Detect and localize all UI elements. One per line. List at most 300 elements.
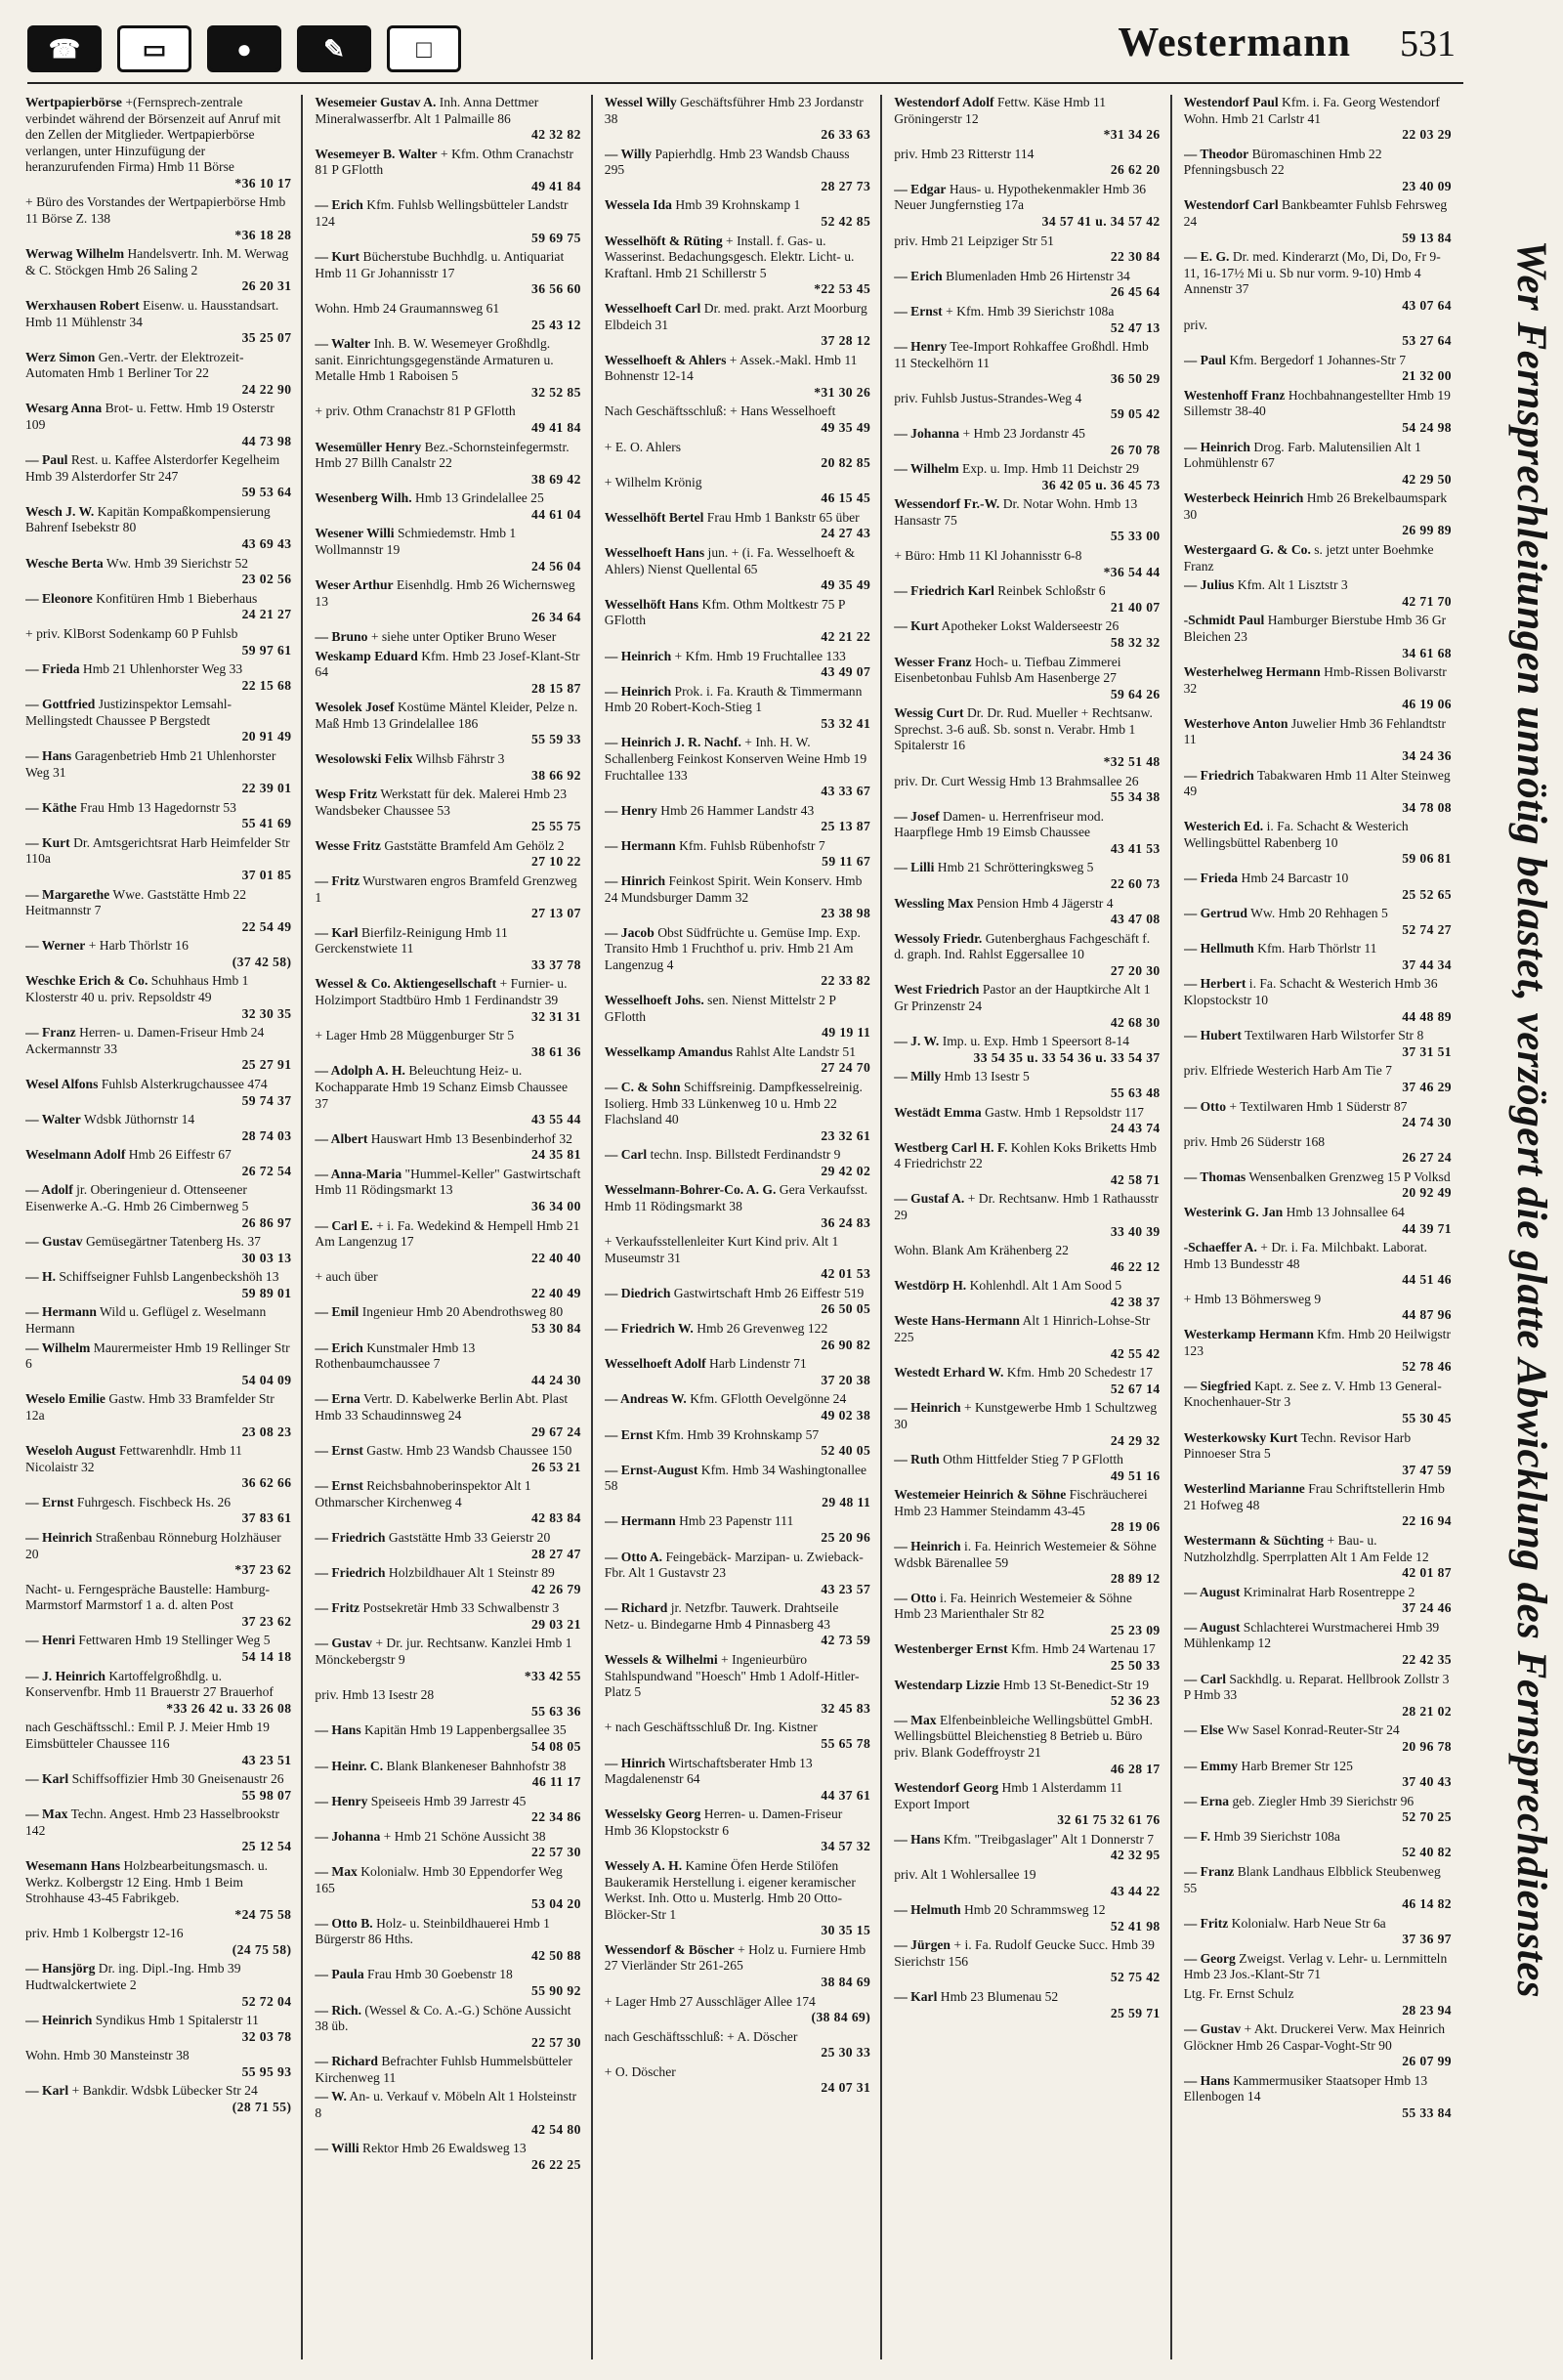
entry-details: + nach Geschäftsschluß Dr. Ing. Kistner bbox=[604, 1720, 818, 1735]
directory-entry bbox=[894, 1243, 1160, 1275]
entry-name: — Hinrich bbox=[604, 1755, 666, 1770]
directory-entry bbox=[894, 705, 1160, 770]
phone-number: 23 02 56 bbox=[241, 572, 292, 587]
phone-number: 22 54 49 bbox=[241, 918, 292, 934]
directory-entry bbox=[315, 1829, 580, 1861]
entry-details: Ww. Hmb 39 Sierichstr 52 bbox=[106, 555, 249, 571]
entry-name: Werxhausen Robert bbox=[25, 297, 140, 313]
entry-name: — Milly bbox=[894, 1069, 942, 1084]
entry-name: Wesolek Josef bbox=[315, 700, 395, 715]
directory-entry bbox=[25, 1961, 291, 2010]
entry-name: — Bruno bbox=[315, 628, 368, 644]
entry-details: Kriminalrat Harb Rosentreppe 2 bbox=[1243, 1584, 1415, 1599]
directory-entry bbox=[25, 1530, 291, 1579]
phone-number: 44 37 61 bbox=[821, 1787, 871, 1803]
entry-details: Dr. Amtsgerichtsrat Harb Heimfelder Str 110a bbox=[25, 834, 290, 867]
entry-name: West Friedrich bbox=[894, 982, 980, 998]
directory-entry bbox=[1184, 716, 1452, 765]
entry-details: Schmiedemstr. Hmb 1 Wollmannstr 19 bbox=[315, 526, 517, 558]
entry-details: Othm Hittfelder Stieg 7 P GFlotth bbox=[943, 1452, 1123, 1467]
directory-entry bbox=[605, 925, 870, 990]
phone-number: 37 46 29 bbox=[1402, 1079, 1452, 1094]
entry-name: — Gottfried bbox=[25, 697, 96, 712]
directory-entry bbox=[1184, 388, 1452, 437]
entry-name: — Carl bbox=[1183, 1671, 1227, 1686]
entry-name: Wesselkamp Amandus bbox=[604, 1043, 733, 1059]
entry-name: Wertpapierbörse bbox=[25, 95, 122, 109]
phone-number: 21 40 07 bbox=[1110, 599, 1161, 615]
entry-details: + Dr. Rechtsanw. Hmb 1 Rathausstr 29 bbox=[894, 1191, 1159, 1222]
entry-details: Kapitän Hmb 19 Lappenbergsallee 35 bbox=[364, 1722, 567, 1738]
entry-details: + Verkaufsstellenleiter Kurt Kind priv. Alt 1 Museumstr 31 bbox=[604, 1234, 839, 1265]
entry-details: Tee-Import Rohkaffee Großhdl. Hmb 11 Steckelhörn 11 bbox=[894, 339, 1149, 370]
entry-name: — Carl E. bbox=[315, 1217, 373, 1233]
phone-number: 23 38 98 bbox=[821, 906, 871, 921]
phone-number: 42 26 79 bbox=[531, 1581, 581, 1596]
phone-number: 38 69 42 bbox=[531, 471, 581, 487]
entry-name: — Adolph A. H. bbox=[315, 1063, 405, 1079]
directory-column-5 bbox=[1184, 95, 1461, 2359]
entry-details: Frau Schriftstellerin Hmb 21 Hofweg 48 bbox=[1183, 1481, 1445, 1512]
entry-name: Westerhelweg Hermann bbox=[1183, 664, 1321, 680]
phone-number: 42 73 59 bbox=[821, 1633, 871, 1648]
entry-details: priv. Fuhlsb Justus-Strandes-Weg 4 bbox=[894, 390, 1082, 405]
phone-number: (24 75 58) bbox=[232, 1941, 292, 1957]
entry-details: Werkstatt für dek. Malerei Hmb 23 Wandsbeker Chaussee 53 bbox=[315, 786, 568, 818]
phone-number: 43 41 53 bbox=[1110, 840, 1161, 856]
entry-name: — F. bbox=[1183, 1828, 1211, 1844]
entry-details: jr. Oberingenieur d. Ottenseener Eisenwerke A.-G. Hmb 26 Cimbernweg 5 bbox=[25, 1182, 249, 1213]
directory-entry bbox=[315, 629, 580, 646]
phone-number: 26 99 89 bbox=[1402, 523, 1452, 538]
directory-entry bbox=[605, 735, 870, 799]
entry-details: Kfm. i. Fa. Georg Westendorf Wohn. Hmb 21 Carlstr 41 bbox=[1183, 95, 1440, 126]
entry-name: Wessoly Friedr. bbox=[894, 930, 983, 946]
entry-details: Hmb 39 Sierichstr 108a bbox=[1213, 1828, 1340, 1844]
directory-column-1 bbox=[25, 95, 303, 2359]
entry-name: — Max bbox=[25, 1806, 68, 1822]
entry-name: — Käthe bbox=[25, 799, 77, 815]
directory-entry bbox=[315, 925, 580, 974]
entry-details: Dr. med. prakt. Arzt Moorburg Elbdeich 31 bbox=[604, 300, 867, 332]
entry-details: i. Fa. Heinrich Westemeier & Söhne Wdsbk Bärenallee 59 bbox=[894, 1538, 1157, 1570]
phone-number: 55 34 38 bbox=[1110, 789, 1161, 805]
entry-details: Blank Blankeneser Bahnhofstr 38 bbox=[386, 1758, 567, 1773]
directory-entry bbox=[605, 873, 870, 922]
entry-name: — Paul bbox=[1183, 352, 1227, 367]
phone-number: 52 47 13 bbox=[1110, 319, 1161, 335]
directory-entry bbox=[25, 2013, 291, 2045]
entry-name: Wesche Berta bbox=[25, 555, 104, 571]
entry-name: — Jacob bbox=[604, 924, 655, 940]
directory-entry bbox=[605, 2029, 870, 2061]
phone-number: 21 32 00 bbox=[1402, 368, 1452, 384]
entry-details: Gera Verkaufsst. Hmb 11 Rödingsmarkt 38 bbox=[604, 1182, 868, 1213]
entry-details: + Büro des Vorstandes der Wertpapierbörse Hmb 11 Börse Z. 138 bbox=[25, 194, 286, 227]
entry-details: Wensenbalken Grenzweg 15 P Volksd bbox=[1248, 1169, 1451, 1184]
entry-details: Blumenladen Hmb 26 Hirtenstr 34 bbox=[946, 268, 1130, 283]
phone-number: *33 26 42 u. 33 26 08 bbox=[166, 1700, 292, 1716]
entry-name: — Max bbox=[894, 1712, 937, 1727]
entry-name: Wessela Ida bbox=[604, 197, 672, 213]
directory-entry bbox=[605, 197, 870, 230]
phone-number: 42 01 53 bbox=[821, 1266, 871, 1282]
entry-details: + Kfm. Othm Cranachstr 81 P GFlotth bbox=[315, 146, 574, 178]
entry-details: Eisenw. u. Hausstandsart. Hmb 11 Mühlenstr 34 bbox=[25, 297, 279, 329]
phone-number: (37 42 58) bbox=[232, 954, 292, 969]
entry-name: Wesselhoeft Carl bbox=[604, 300, 701, 316]
entry-details: Wohn. Hmb 30 Mansteinstr 38 bbox=[25, 2048, 190, 2063]
record-icon: ● bbox=[207, 25, 281, 72]
entry-name: — Max bbox=[315, 1863, 358, 1879]
entry-name: Westerich Ed. bbox=[1183, 819, 1264, 834]
entry-name: Westendorf Paul bbox=[1183, 95, 1279, 109]
phone-number: 25 12 54 bbox=[241, 1839, 292, 1854]
phone-number: 25 59 71 bbox=[1110, 2005, 1161, 2020]
entry-details: Prok. i. Fa. Krauth & Timmermann Hmb 20 Robert-Koch-Stieg 1 bbox=[604, 683, 863, 715]
phone-number: 42 50 88 bbox=[531, 1947, 581, 1963]
directory-entry bbox=[894, 1400, 1160, 1449]
entry-details: Elfenbeinbleiche Wellingsbüttel GmbH. Wellingsbüttel Bleichenstieg 8 Betrieb u. Büro priv. Blank Godeffroystr 21 bbox=[894, 1712, 1154, 1760]
directory-entry bbox=[315, 649, 580, 698]
entry-details: priv. Hmb 13 Isestr 28 bbox=[315, 1687, 435, 1703]
entry-details: + O. Döscher bbox=[604, 2063, 676, 2079]
directory-entry bbox=[894, 147, 1160, 179]
directory-entry bbox=[315, 1864, 580, 1913]
directory-entry bbox=[25, 1669, 291, 1718]
directory-entry bbox=[315, 1218, 580, 1267]
directory-entry bbox=[25, 1926, 291, 1958]
directory-entry bbox=[25, 697, 291, 745]
page-brand: Westermann bbox=[1118, 21, 1351, 65]
entry-details: Nach Geschäftsschluß: + Hans Wesselhoeft bbox=[604, 404, 836, 419]
directory-entry bbox=[315, 838, 580, 871]
entry-name: Westendorf Adolf bbox=[894, 95, 994, 109]
entry-details: Dr. ing. Dipl.-Ing. Hmb 39 Hudtwalckertwiete 2 bbox=[25, 1961, 241, 1993]
entry-details: + Büro: Hmb 11 Kl Johannisstr 6-8 bbox=[894, 548, 1082, 564]
entry-details: Hmb 13 St-Benedict-Str 19 bbox=[1002, 1677, 1150, 1692]
entry-name: — Ernst bbox=[604, 1426, 654, 1442]
phone-number: 28 27 73 bbox=[821, 178, 871, 193]
phone-number: 34 57 32 bbox=[821, 1839, 871, 1854]
directory-entry bbox=[25, 1077, 291, 1109]
phone-number: 55 95 93 bbox=[241, 2063, 292, 2079]
entry-name: — Hermann bbox=[604, 1513, 676, 1529]
entry-name: Wesselhöft Bertel bbox=[604, 509, 704, 525]
entry-name: Wesse Fritz bbox=[315, 837, 381, 853]
entry-name: Wesselhoeft & Ahlers bbox=[604, 352, 727, 367]
phone-number: 20 96 78 bbox=[1402, 1738, 1452, 1754]
directory-entry bbox=[894, 1867, 1160, 1899]
directory-entry bbox=[605, 803, 870, 835]
entry-name: — Frieda bbox=[1183, 871, 1239, 886]
directory-entry bbox=[605, 838, 870, 871]
directory-entry bbox=[605, 1806, 870, 1855]
directory-entry bbox=[605, 510, 870, 542]
entry-details: Dr. Notar Wohn. Hmb 13 Hansastr 75 bbox=[894, 496, 1138, 528]
entry-details: + siehe unter Optiker Bruno Weser bbox=[370, 628, 557, 644]
entry-details: + Dr. i. Fa. Milchbakt. Laborat. Hmb 13 Bundesstr 48 bbox=[1183, 1240, 1428, 1271]
entry-details: Kohlenhdl. Alt 1 Am Sood 5 bbox=[969, 1278, 1122, 1294]
phone-number: 46 14 82 bbox=[1402, 1896, 1452, 1912]
entry-details: Reichsbahnoberinspektor Alt 1 Othmarscher Kirchenweg 4 bbox=[315, 1478, 531, 1509]
directory-column-3 bbox=[605, 95, 882, 2359]
phone-number: 42 54 80 bbox=[531, 2121, 581, 2137]
phone-number: 55 63 48 bbox=[1110, 1084, 1161, 1100]
entry-details: Pension Hmb 4 Jägerstr 4 bbox=[976, 895, 1114, 911]
entry-name: — Henry bbox=[894, 339, 948, 355]
phone-number: 37 47 59 bbox=[1402, 1462, 1452, 1477]
entry-name: — Eleonore bbox=[25, 590, 93, 606]
phone-number: 46 15 45 bbox=[821, 490, 871, 506]
entry-details: Kfm. Hmb 24 Wartenau 17 bbox=[1011, 1641, 1156, 1657]
phone-number: 22 57 30 bbox=[531, 2034, 581, 2050]
directory-entry bbox=[605, 147, 870, 195]
entry-name: Wessely A. H. bbox=[604, 1857, 683, 1873]
directory-entry bbox=[894, 1641, 1160, 1674]
clipboard-icon: □ bbox=[387, 25, 461, 72]
entry-name: Westerlind Marianne bbox=[1183, 1481, 1305, 1497]
entry-name: Westerkamp Hermann bbox=[1183, 1327, 1314, 1342]
directory-entry bbox=[25, 2048, 291, 2080]
entry-details: Techn. Revisor Harb Pinnoeser Stra 5 bbox=[1183, 1429, 1412, 1462]
entry-details: Bierfilz-Reinigung Hmb 11 Gerckenstwiete 11 bbox=[315, 924, 508, 956]
entry-name: — Hans bbox=[25, 747, 72, 763]
entry-name: — C. & Sohn bbox=[604, 1079, 681, 1094]
directory-entry bbox=[315, 786, 580, 835]
phone-number: 30 35 15 bbox=[821, 1923, 871, 1938]
phone-number: 22 15 68 bbox=[241, 677, 292, 693]
directory-entry bbox=[315, 1340, 580, 1389]
entry-details: nach Geschäftsschluß: + A. Döscher bbox=[604, 2028, 798, 2044]
entry-details: Kartoffelgroßhdlg. u. Konservenfbr. Hmb 11 Brauerstr 27 Brauerhof bbox=[25, 1668, 274, 1700]
entry-name: — Heinrich bbox=[604, 683, 672, 699]
phone-number: 28 74 03 bbox=[241, 1127, 292, 1143]
page-header bbox=[27, 18, 1463, 84]
directory-entry bbox=[894, 1069, 1160, 1101]
entry-details: Dr. Dr. Rud. Mueller + Rechtsanw. Sprechst. 3-6 auß. Sb. sonst n. Verabr. Hmb 1 Spitalerstr 16 bbox=[894, 705, 1153, 753]
entry-details: Kfm. GFlotth Oevelgönne 24 bbox=[690, 1391, 847, 1407]
phone-number: 37 01 85 bbox=[241, 868, 292, 883]
directory-entry bbox=[25, 1720, 291, 1768]
entry-name: — Heinrich bbox=[25, 2013, 93, 2028]
phone-number: 42 32 82 bbox=[531, 127, 581, 143]
directory-entry bbox=[605, 1756, 870, 1805]
entry-name: — Heinrich bbox=[1183, 439, 1250, 454]
entry-name: Wesselhöft Hans bbox=[604, 596, 699, 612]
directory-entry bbox=[1184, 1099, 1452, 1131]
directory-entry bbox=[315, 1794, 580, 1826]
directory-entry bbox=[894, 1989, 1160, 2021]
directory-entry bbox=[1184, 249, 1452, 314]
directory-entry bbox=[894, 426, 1160, 458]
entry-name: — Fritz bbox=[1183, 1915, 1229, 1931]
entry-name: — Kurt bbox=[25, 834, 70, 850]
directory-entry bbox=[315, 95, 580, 144]
entry-name: Wesselhoeft Hans bbox=[604, 545, 705, 561]
phone-number: 58 32 32 bbox=[1110, 634, 1161, 650]
entry-details: Eisenhdlg. Hmb 26 Wichernsweg 13 bbox=[315, 577, 575, 609]
entry-name: — Gustav bbox=[315, 1636, 372, 1651]
directory-entry bbox=[25, 661, 291, 694]
phone-number: 37 20 38 bbox=[821, 1372, 871, 1387]
phone-number: 42 83 84 bbox=[531, 1510, 581, 1526]
directory-entry bbox=[1184, 1916, 1452, 1948]
phone-number: 59 05 42 bbox=[1110, 406, 1161, 422]
phone-number: 23 08 23 bbox=[241, 1424, 292, 1439]
entry-name: Wesel Alfons bbox=[25, 1076, 99, 1091]
phone-number: 23 32 61 bbox=[821, 1127, 871, 1143]
entry-name: — Richard bbox=[315, 2054, 378, 2069]
phone-number: 53 27 64 bbox=[1402, 333, 1452, 349]
phone-number: *31 30 26 bbox=[814, 384, 871, 400]
entry-details: Kohlen Koks Briketts Hmb 4 Friedrichstr 22 bbox=[894, 1139, 1157, 1171]
entry-details: (Wessel & Co. A.-G.) Schöne Aussicht 38 üb. bbox=[315, 2002, 571, 2034]
phone-number: 22 03 29 bbox=[1402, 127, 1452, 143]
phone-number: 37 83 61 bbox=[241, 1510, 292, 1526]
phone-number: 55 33 00 bbox=[1110, 529, 1161, 544]
entry-details: Hoch- u. Tiefbau Zimmerei Eisenbetonbau Fuhlsb Am Hasenberge 27 bbox=[894, 654, 1121, 686]
directory-entry bbox=[894, 809, 1160, 858]
directory-entry bbox=[605, 649, 870, 681]
entry-name: Weste Hans-Hermann bbox=[894, 1313, 1020, 1329]
phone-number: 22 40 40 bbox=[531, 1250, 581, 1265]
directory-entry bbox=[25, 887, 291, 936]
directory-entry bbox=[1184, 613, 1452, 661]
phone-number: 23 40 09 bbox=[1402, 178, 1452, 193]
entry-details: Schiffsoffizier Hmb 30 Gneisenaustr 26 bbox=[71, 1771, 284, 1787]
entry-details: Rektor Hmb 26 Ewaldsweg 13 bbox=[362, 2141, 527, 2156]
entry-details: Bankbeamter Fuhlsb Fehrsweg 24 bbox=[1183, 197, 1448, 230]
entry-details: Inh. B. W. Wesemeyer Großhdlg. sanit. Einrichtungsgegenstände Armaturen u. Metalle Hmb 1 Raboisen 5 bbox=[315, 336, 554, 384]
directory-entry bbox=[894, 1780, 1160, 1829]
entry-name: — Franz bbox=[25, 1025, 76, 1041]
entry-name: Westergaard G. & Co. bbox=[1183, 542, 1311, 558]
directory-entry bbox=[605, 1720, 870, 1752]
entry-name: — Anna-Maria bbox=[315, 1166, 402, 1181]
entry-name: — Hans bbox=[315, 1722, 361, 1738]
directory-entry bbox=[315, 1131, 580, 1164]
entry-name: Wesenberg Wilh. bbox=[315, 490, 412, 506]
margin-slogan-text: Wer Fernsprechleitungen unnötig belastet, verzögert die glatte Abwicklung des Fernsprechdienstes bbox=[1508, 239, 1555, 1998]
directory-entry bbox=[25, 1234, 291, 1266]
phone-number: 37 40 43 bbox=[1402, 1774, 1452, 1790]
entry-details: Postsekretär Hmb 33 Schwalbenstr 3 bbox=[362, 1600, 560, 1616]
entry-name: — Ernst bbox=[894, 303, 943, 319]
entry-details: Schuhhaus Hmb 1 Klosterstr 40 u. priv. Repsoldstr 49 bbox=[25, 973, 249, 1005]
phone-number: 59 97 61 bbox=[241, 642, 292, 658]
entry-details: + auch über bbox=[315, 1269, 378, 1285]
entry-name: — Theodor bbox=[1183, 146, 1249, 161]
phone-number: *32 51 48 bbox=[1103, 753, 1161, 769]
phone-number: 49 41 84 bbox=[531, 419, 581, 435]
phone-number: 33 37 78 bbox=[531, 956, 581, 972]
phone-number: 25 13 87 bbox=[821, 819, 871, 834]
entry-name: — H. bbox=[25, 1269, 56, 1285]
phone-number: 55 90 92 bbox=[531, 1983, 581, 1999]
entry-details: "Hummel-Keller" Gastwirtschaft Hmb 11 Rödingsmarkt 13 bbox=[315, 1166, 581, 1198]
directory-entry bbox=[894, 860, 1160, 892]
phone-number: 36 50 29 bbox=[1110, 371, 1161, 387]
directory-entry bbox=[25, 1633, 291, 1665]
phone-number: (38 84 69) bbox=[811, 2010, 871, 2025]
entry-details: Hmb 13 Isestr 5 bbox=[944, 1069, 1030, 1084]
entry-name: — Friedrich bbox=[1183, 767, 1254, 783]
entry-details: sen. Nienst Mittelstr 2 P GFlotth bbox=[604, 993, 836, 1024]
entry-details: Kolonialw. Hmb 30 Eppendorfer Weg 165 bbox=[315, 1863, 563, 1895]
entry-name: Westendarp Lizzie bbox=[894, 1677, 1000, 1692]
entry-details: + priv. Othm Cranachstr 81 P GFlotth bbox=[315, 404, 516, 419]
phone-number: 37 44 34 bbox=[1402, 956, 1452, 972]
phone-number: 22 60 73 bbox=[1110, 876, 1161, 892]
entry-details: Sackhdlg. u. Reparat. Hellbrook Zollstr 3 P Hmb 33 bbox=[1183, 1671, 1450, 1703]
entry-name: Wesemüller Henry bbox=[315, 439, 422, 454]
phone-number: 43 07 64 bbox=[1402, 297, 1452, 313]
directory-entry bbox=[1184, 1829, 1452, 1861]
entry-details: Techn. Angest. Hmb 23 Hasselbrookstr 142 bbox=[25, 1806, 280, 1838]
entry-details: Frau Hmb 1 Bankstr 65 über bbox=[706, 509, 860, 525]
directory-entry bbox=[1184, 664, 1452, 713]
header-icons bbox=[27, 25, 461, 72]
phone-number: 49 35 49 bbox=[821, 577, 871, 593]
entry-details: Kapitän Kompaßkompensierung Bahrenf Isebekstr 80 bbox=[25, 503, 271, 535]
entry-details: priv. bbox=[1183, 317, 1208, 332]
phone-number: 36 34 00 bbox=[531, 1199, 581, 1213]
entry-details: Alt 1 Hinrich-Lohse-Str 225 bbox=[894, 1313, 1151, 1345]
entry-name: Weschke Erich & Co. bbox=[25, 973, 148, 989]
directory-entry bbox=[894, 269, 1160, 301]
entry-details: Gaststätte Bramfeld Am Gehölz 2 bbox=[384, 837, 565, 853]
entry-details: Bücherstube Buchhdlg. u. Antiquariat Hmb 11 Gr Johannisstr 17 bbox=[315, 249, 565, 280]
entry-name: — Johanna bbox=[894, 425, 960, 441]
entry-details: Hmb 26 Brekelbaumspark 30 bbox=[1183, 490, 1448, 522]
phone-number: 37 28 12 bbox=[821, 333, 871, 349]
entry-name: — August bbox=[1183, 1584, 1241, 1599]
directory-entry bbox=[315, 1759, 580, 1791]
phone-number: 44 61 04 bbox=[531, 506, 581, 522]
entry-details: Damen- u. Herrenfriseur mod. Haarpflege Hmb 19 Eimsb Chaussee bbox=[894, 808, 1104, 840]
entry-name: — Gustav bbox=[1183, 2021, 1242, 2037]
entry-details: + Akt. Druckerei Verw. Max Heinrich Glöckner Hmb 26 Caspar-Voght-Str 90 bbox=[1183, 2021, 1446, 2053]
phone-number: 24 74 30 bbox=[1402, 1115, 1452, 1130]
directory-entry bbox=[605, 234, 870, 298]
phone-number: 36 56 60 bbox=[531, 281, 581, 297]
entry-details: priv. Hmb 21 Leipziger Str 51 bbox=[894, 233, 1054, 248]
phone-number: 43 55 44 bbox=[531, 1112, 581, 1127]
entry-details: Tabakwaren Hmb 11 Alter Steinweg 49 bbox=[1183, 767, 1451, 799]
directory-entry bbox=[894, 1539, 1160, 1588]
phone-number: 27 10 22 bbox=[531, 854, 581, 870]
entry-name: Westendorf Carl bbox=[1183, 197, 1279, 213]
directory-entry bbox=[605, 1427, 870, 1460]
entry-details: Fuhrgesch. Fischbeck Hs. 26 bbox=[76, 1494, 232, 1509]
entry-details: Apotheker Lokst Walderseestr 26 bbox=[941, 618, 1119, 634]
folder-icon: ▭ bbox=[117, 25, 191, 72]
entry-details: Kfm. "Treibgaslager" Alt 1 Donnerstr 7 bbox=[943, 1831, 1155, 1847]
directory-entry bbox=[1184, 871, 1452, 903]
directory-entry bbox=[894, 496, 1160, 545]
entry-details: Holz- u. Steinbildhauerei Hmb 1 Bürgerstr 86 Hths. bbox=[315, 1915, 550, 1947]
phone-number: 46 22 12 bbox=[1110, 1258, 1161, 1274]
entry-name: Wessendorf Fr.-W. bbox=[894, 496, 1000, 512]
directory-entry bbox=[894, 931, 1160, 980]
entry-details: Schiffseigner Fuhlsb Langenbeckshöh 13 bbox=[59, 1269, 279, 1285]
entry-details: Rest. u. Kaffee Alsterdorfer Kegelheim Hmb 39 Alsterdorfer Str 247 bbox=[25, 452, 280, 484]
directory-entry bbox=[605, 1858, 870, 1939]
entry-details: Fettwaren Hmb 19 Stellinger Weg 5 bbox=[78, 1633, 271, 1648]
directory-entry bbox=[1184, 1533, 1452, 1582]
phone-number: 46 28 17 bbox=[1110, 1761, 1161, 1776]
